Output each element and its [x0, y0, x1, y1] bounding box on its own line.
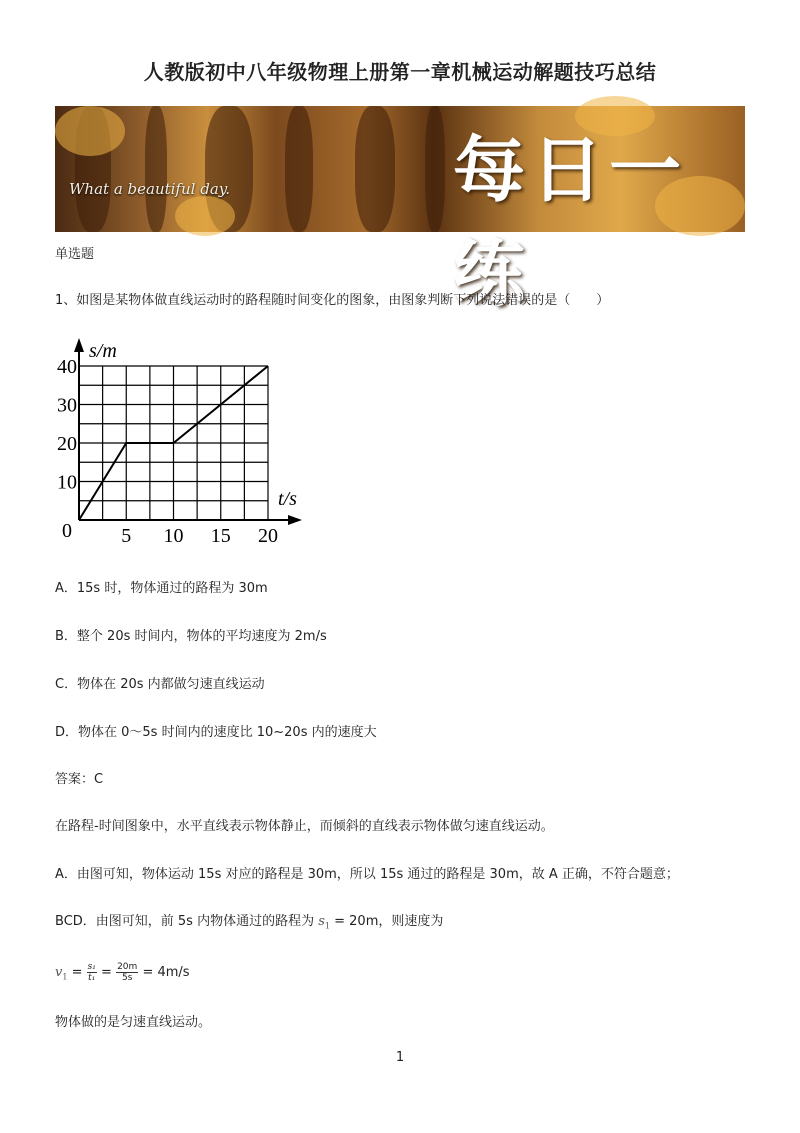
page-number: 1: [395, 1050, 405, 1065]
formula-velocity-subscript: 1: [62, 972, 68, 982]
formula-result: = 4m/s: [142, 965, 190, 980]
option-a: A．15s 时，物体通过的路程为 30m: [55, 581, 268, 596]
distance-subscript: 1: [324, 921, 330, 931]
question-text: 1、如图是某物体做直线运动时的路程随时间变化的图象，由图象判断下列说法错误的是（ ）: [55, 293, 610, 308]
x-axis-arrow: [288, 515, 302, 525]
distance-symbol: s: [318, 914, 325, 929]
x-axis-label: t/s: [278, 488, 297, 510]
explanation-conclusion: 物体做的是匀速直线运动。: [55, 1015, 212, 1030]
formula-fraction-denominator: t₁: [88, 973, 96, 983]
banner-tagline: What a beautiful day.: [69, 180, 231, 198]
banner-calligraphy: 每日一练: [453, 127, 688, 316]
distance-time-chart: [55, 336, 305, 552]
x-tick-label: 10: [163, 525, 184, 547]
origin-label: 0: [62, 520, 72, 542]
formula-fraction-numerator: s₁: [87, 962, 96, 972]
explanation-bcd-suffix: = 20m，则速度为: [334, 914, 444, 929]
formula-equals-2: =: [101, 965, 112, 980]
option-c: C．物体在 20s 内都做匀速直线运动: [55, 677, 265, 692]
option-b: B．整个 20s 时间内，物体的平均速度为 2m/s: [55, 629, 327, 644]
document-title: 人教版初中八年级物理上册第一章机械运动解题技巧总结: [143, 60, 657, 84]
formula-velocity-symbol: v: [55, 965, 63, 980]
velocity-formula: [55, 960, 190, 986]
explanation-option-a: A．由图可知，物体运动 15s 对应的路程是 30m，所以 15s 通过的路程是 30m，故 A 正确，不符合题意；: [55, 867, 679, 882]
y-tick-label: 10: [57, 471, 77, 494]
x-tick-label: 5: [121, 525, 132, 547]
y-tick-label: 30: [57, 394, 77, 417]
y-axis-arrow: [74, 338, 84, 352]
explanation-intro: 在路程-时间图象中，水平直线表示物体静止，而倾斜的直线表示物体做匀速直线运动。: [55, 819, 554, 834]
formula-fraction-numeric: [116, 962, 138, 983]
answer-line: 答案：C: [55, 772, 104, 787]
explanation-bcd-prefix: BCD．由图可知，前 5s 内物体通过的路程为: [55, 914, 315, 929]
section-label: 单选题: [55, 247, 95, 262]
y-tick-label: 20: [57, 433, 77, 455]
x-tick-label: 20: [258, 525, 278, 547]
option-d: D．物体在 0～5s 时间内的速度比 10~20s 内的速度大: [55, 725, 377, 740]
explanation-bcd: [55, 913, 443, 936]
y-tick-label: 40: [57, 356, 77, 378]
formula-fraction-numeric-denominator: 5s: [121, 973, 133, 983]
formula-equals-1: =: [71, 965, 83, 980]
y-axis-label: s/m: [89, 340, 117, 362]
x-tick-label: 15: [210, 525, 231, 547]
formula-fraction-numeric-numerator: 20m: [117, 962, 138, 972]
formula-fraction-symbolic: [87, 962, 97, 983]
